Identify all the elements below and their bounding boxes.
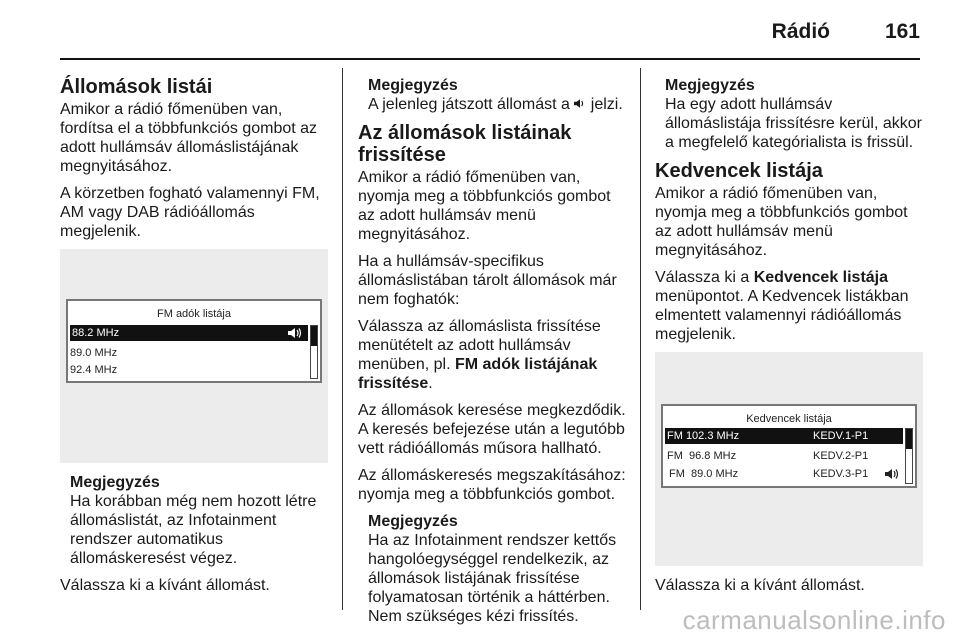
- list-item: [665, 466, 903, 482]
- favorite-slot: KEDV.1-P1: [813, 430, 869, 442]
- fm-list-screen: [66, 299, 322, 383]
- column-divider: [342, 68, 343, 610]
- column-3: [655, 76, 927, 603]
- station-frequency: FM 102.3 MHz: [667, 430, 740, 442]
- menu-item-reference: FM adók listájának frissítése: [358, 356, 598, 392]
- scrollbar-thumb: [311, 326, 317, 346]
- station-frequency: 88.2 MHz: [72, 327, 120, 339]
- note-title: Megjegyzés: [368, 77, 458, 94]
- paragraph: Amikor a rádió főmenüben van, fordítsa el a többfunkciós gombot az adott hullámsáv állomáslistájának megnyitásához.: [60, 101, 318, 175]
- list-item: 92.4 MHz: [70, 364, 118, 376]
- note-title: Megjegyzés: [70, 474, 160, 491]
- note-box: [655, 76, 927, 152]
- fm-list-title: FM adók listája: [157, 308, 231, 320]
- paragraph: [358, 317, 626, 393]
- station-frequency: FM 89.0 MHz: [669, 468, 739, 480]
- paragraph: Amikor a rádió főmenüben van, nyomja meg a többfunkciós gombot az adott hullámsáv menü megnyitásához.: [655, 185, 908, 259]
- page-header: [60, 0, 920, 60]
- section-heading: Az állomások listáinak frissítése: [358, 122, 572, 166]
- paragraph: Az állomáskeresés megszakításához: nyomja meg a többfunkciós gombot.: [358, 467, 626, 503]
- paragraph: Amikor a rádió főmenüben van, nyomja meg a többfunkciós gombot az adott hullámsáv menü megnyitásához.: [358, 169, 611, 243]
- paragraph: Válassza ki a kívánt állomást.: [60, 577, 270, 594]
- scrollbar: [310, 325, 318, 379]
- paragraph: Az állomások keresése megkezdődik. A keresés befejezése után a legutóbb vett rádióállomás műsora hallható.: [358, 402, 626, 457]
- favorite-slot: KEDV.2-P1: [813, 450, 869, 462]
- note-text: Ha korábban még nem hozott létre állomáslistát, az Infotainment rendszer automatikus állomáskeresést végez.: [70, 493, 317, 567]
- page-section-title: Rádió: [771, 20, 830, 43]
- favorites-list-figure: [655, 352, 923, 566]
- paragraph-text: menüpontot. A Kedvencek listákban elmentett valamennyi rádióállomás megjelenik.: [655, 288, 909, 343]
- favorites-list-title: Kedvencek listája: [746, 413, 832, 425]
- paragraph: Válassza ki a kívánt állomást.: [655, 577, 865, 594]
- note-title: Megjegyzés: [368, 513, 458, 530]
- page-number: 161: [884, 20, 920, 43]
- note-text-pre: A jelenleg játszott állomást a: [368, 96, 570, 113]
- favorites-list-screen: [661, 404, 917, 488]
- column-1: [60, 76, 328, 603]
- speaker-icon: [885, 469, 899, 479]
- scrollbar-thumb: [906, 429, 912, 449]
- column-2: [358, 76, 626, 634]
- paragraph: A körzetben fogható valamennyi FM, AM vagy DAB rádióállomás megjelenik.: [60, 185, 320, 240]
- note-text-post: jelzi.: [590, 96, 623, 113]
- list-item-selected: [665, 428, 903, 444]
- list-item: [665, 448, 903, 464]
- paragraph-text: Válassza ki a: [655, 269, 750, 286]
- watermark: carmanualsonline.info: [682, 605, 946, 635]
- menu-item-reference: Kedvencek listája: [753, 269, 889, 286]
- fm-list-figure: [60, 249, 328, 463]
- note-text: Ha az Infotainment rendszer kettős hangolóegységgel rendelkezik, az állomások listájának frissítése folyamatosan történik a háttérben. Nem szükséges kézi frissítés.: [368, 532, 617, 625]
- column-divider: [640, 68, 641, 610]
- note-title: Megjegyzés: [665, 77, 755, 94]
- paragraph: Ha a hullámsáv-specifikus állomáslistában tárolt állomások már nem foghatók:: [358, 253, 617, 308]
- paragraph: [655, 268, 927, 344]
- paragraph-text: .: [428, 375, 433, 392]
- speaker-icon: [288, 328, 302, 338]
- favorite-slot: KEDV.3-P1: [813, 468, 869, 480]
- note-box: [60, 473, 328, 568]
- speaker-icon: [574, 98, 586, 109]
- note-box: [358, 512, 626, 626]
- section-heading: Állomások listái: [60, 76, 213, 98]
- note-text: [368, 95, 626, 114]
- scrollbar: [905, 428, 913, 484]
- paragraph-text: Válassza az állomáslista frissítése menütételt az adott hullámsáv menüben, pl.: [358, 318, 601, 373]
- section-heading: Kedvencek listája: [655, 160, 823, 182]
- note-text: Ha egy adott hullámsáv állomáslistája frissítésre kerül, akkor a megfelelő kategórialista is frissül.: [665, 96, 922, 151]
- list-item-selected: [70, 325, 308, 341]
- list-item: 89.0 MHz: [70, 347, 118, 359]
- note-box: [358, 76, 626, 114]
- station-frequency: FM 96.8 MHz: [667, 450, 737, 462]
